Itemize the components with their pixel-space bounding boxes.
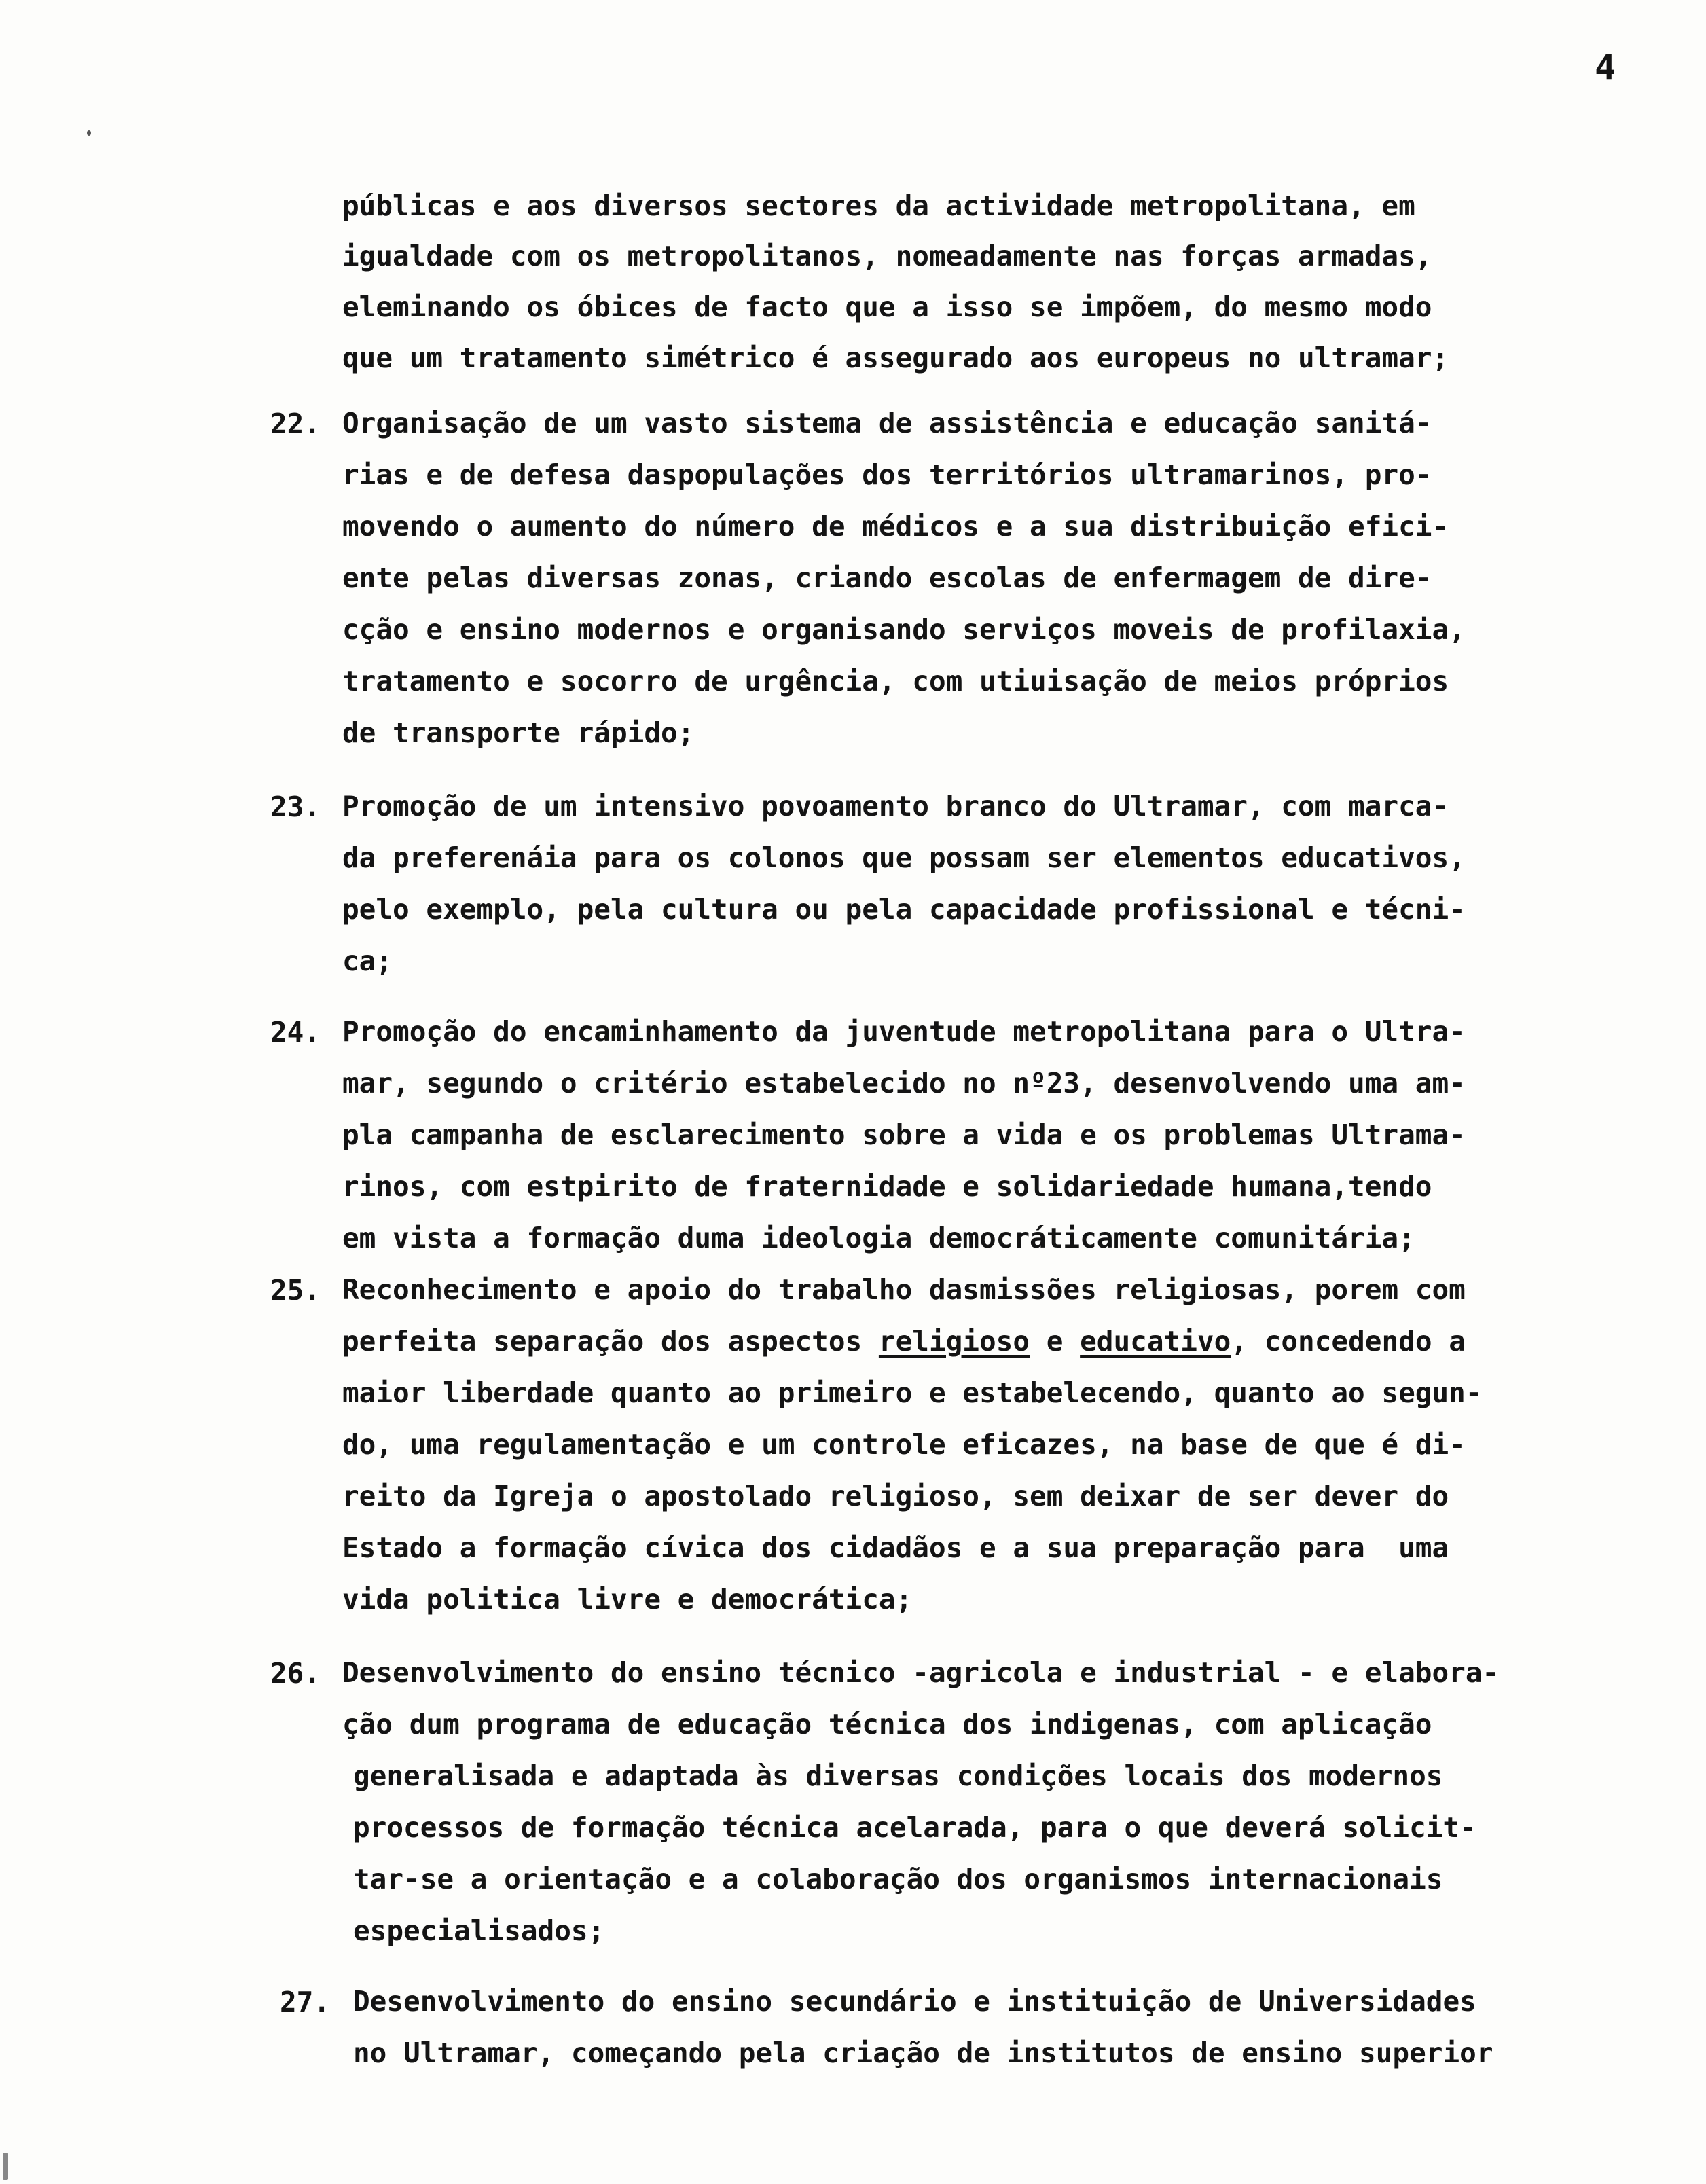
text-line: da preferenáia para os colonos que possam ser elementos educativos, [342, 841, 1466, 874]
scan-speck [3, 2153, 8, 2180]
underlined-word: religioso [878, 1325, 1030, 1358]
text-line: reito da Igreja o apostolado religioso, sem deixar de ser dever do [342, 1480, 1449, 1512]
page-number: 4 [1595, 48, 1616, 88]
text-line: em vista a formação duma ideologia democráticamente comunitária; [342, 1222, 1415, 1254]
text-line: Promoção de um intensivo povoamento branco do Ultramar, com marca- [342, 790, 1449, 822]
text-line: ca; [342, 945, 393, 977]
item-number: 27. [280, 1986, 331, 2018]
item-number: 24. [270, 1016, 321, 1049]
item-number: 22. [270, 407, 321, 440]
text-line: Promoção do encaminhamento da juventude metropolitana para o Ultra- [342, 1015, 1466, 1048]
text-line: no Ultramar, começando pela criação de institutos de ensino superior [353, 2037, 1493, 2069]
text-line: eleminando os óbices de facto que a isso se impõem, do mesmo modo [342, 291, 1432, 323]
text-line: ente pelas diversas zonas, criando escolas de enfermagem de dire- [342, 562, 1432, 594]
text-line: cção e ensino modernos e organisando serviços moveis de profilaxia, [342, 613, 1466, 646]
text-line: do, uma regulamentação e um controle eficazes, na base de que é di- [342, 1428, 1466, 1461]
item-number: 26. [270, 1657, 321, 1690]
text-line: generalisada e adaptada às diversas condições locais dos modernos [353, 1760, 1443, 1792]
text-line: rinos, com estpirito de fraternidade e solidariedade humana,tendo [342, 1170, 1432, 1203]
text-line: especialisados; [353, 1914, 605, 1947]
text-line-underlined-content: perfeita separação dos aspectos religioso e educativo, concedendo a [342, 1325, 1466, 1358]
text-line: tratamento e socorro de urgência, com utiuisação de meios próprios [342, 665, 1449, 697]
text-line-underlined [342, 1324, 1466, 1358]
text-line: de transporte rápido; [342, 716, 695, 749]
text-line: Estado a formação cívica dos cidadãos e a sua preparação para uma [342, 1531, 1449, 1564]
text-line: Desenvolvimento do ensino secundário e instituição de Universidades [353, 1985, 1476, 2018]
text-line: vida politica livre e democrática; [342, 1583, 913, 1616]
text-line: ção dum programa de educação técnica dos indigenas, com aplicação [342, 1708, 1432, 1741]
text-line: que um tratamento simétrico é assegurado aos europeus no ultramar; [342, 342, 1449, 374]
item-number: 25. [270, 1274, 321, 1307]
text-line: Organisação de um vasto sistema de assistência e educação sanitá- [342, 407, 1432, 439]
text-line: pelo exemplo, pela cultura ou pela capacidade profissional e técni- [342, 893, 1466, 926]
item-number: 23. [270, 790, 321, 823]
text-line: Reconhecimento e apoio do trabalho dasmissões religiosas, porem com [342, 1273, 1466, 1306]
scan-speck [87, 130, 91, 136]
text-line: mar, segundo o critério estabelecido no nº23, desenvolvendo uma am- [342, 1067, 1466, 1099]
text-line: igualdade com os metropolitanos, nomeadamente nas forças armadas, [342, 240, 1432, 272]
underlined-word: educativo [1080, 1325, 1231, 1358]
text-line: maior liberdade quanto ao primeiro e estabelecendo, quanto ao segun- [342, 1377, 1483, 1409]
text-line: tar-se a orientação e a colaboração dos organismos internacionais [353, 1863, 1443, 1895]
text-line: pla campanha de esclarecimento sobre a vida e os problemas Ultrama- [342, 1118, 1466, 1151]
text-line: públicas e aos diversos sectores da actividade metropolitana, em [342, 189, 1415, 222]
text-line: processos de formação técnica acelarada, para o que deverá solicit- [353, 1811, 1476, 1844]
text-line: movendo o aumento do número de médicos e a sua distribuição efici- [342, 510, 1449, 543]
text-line: rias e de defesa daspopulações dos territórios ultramarinos, pro- [342, 458, 1432, 491]
text-line: Desenvolvimento do ensino técnico -agricola e industrial - e elabora- [342, 1656, 1500, 1689]
